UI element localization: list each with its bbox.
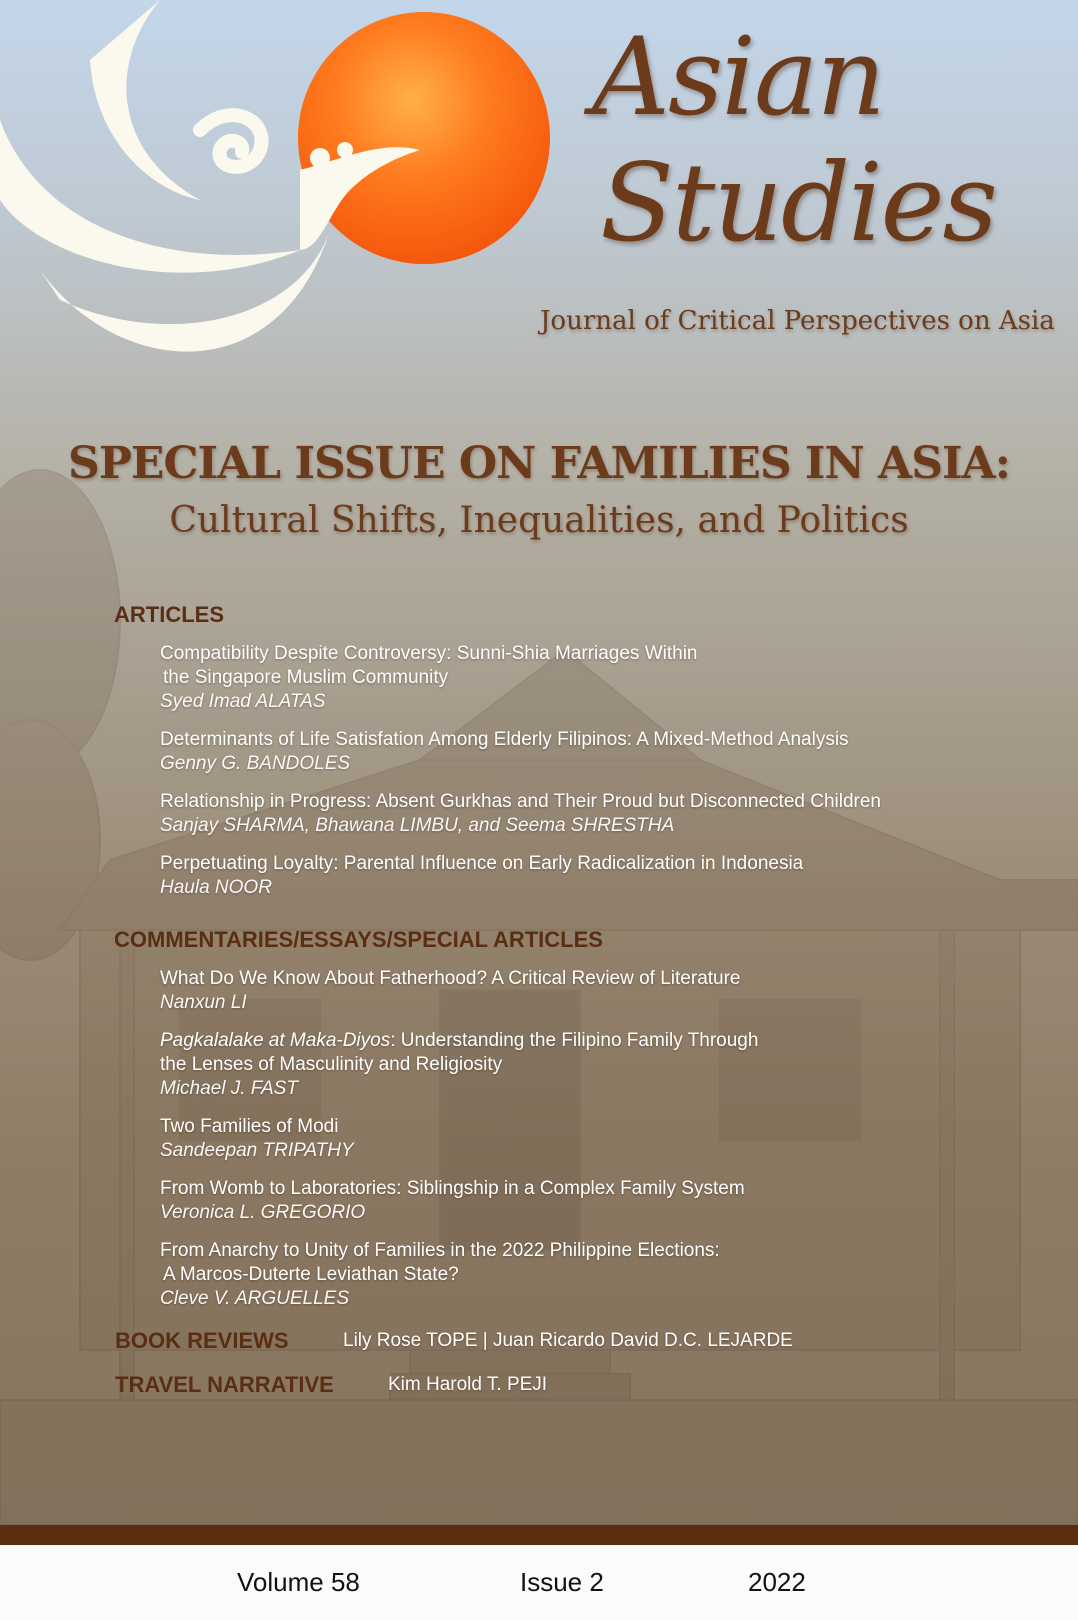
commentary-title-continued: A Marcos-Duterte Leviathan State? [163, 1264, 459, 1285]
special-issue-subtitle: Cultural Shifts, Inequalities, and Politics [169, 500, 909, 541]
journal-tagline: Journal of Critical Perspectives on Asia [540, 306, 1055, 336]
issue-label: Issue 2 [520, 1567, 604, 1597]
article-author: Syed Imad ALATAS [160, 691, 326, 712]
articles-heading: ARTICLES [114, 602, 224, 627]
commentary-entry[interactable] [160, 1029, 1000, 1101]
commentary-author: Cleve V. ARGUELLES [160, 1288, 350, 1309]
commentary-title-italic: Pagkalalake at Maka-Diyos [160, 1030, 391, 1051]
article-title-continued: the Singapore Muslim Community [163, 667, 449, 688]
articles-list [160, 642, 1000, 914]
commentaries-list [160, 967, 1000, 1325]
commentary-title-rest: : Understanding the Filipino Family Through [390, 1030, 759, 1051]
commentary-title: What Do We Know About Fatherhood? A Critical Review of Literature [160, 968, 741, 989]
commentary-author: Michael J. FAST [160, 1078, 298, 1099]
article-title: Determinants of Life Satisfation Among Elderly Filipinos: A Mixed-Method Analysis [160, 729, 849, 750]
commentary-entry[interactable] [160, 1115, 1000, 1163]
bird-sun-logo [0, 0, 560, 380]
commentary-title: From Womb to Laboratories: Siblingship in a Complex Family System [160, 1178, 745, 1199]
commentary-title: Two Families of Modi [160, 1116, 339, 1137]
commentary-entry[interactable] [160, 1239, 1000, 1311]
journal-title-studies: Studies [600, 141, 996, 266]
commentary-title-continued: the Lenses of Masculinity and Religiosity [160, 1054, 503, 1075]
article-entry[interactable] [160, 642, 1000, 714]
article-entry[interactable] [160, 790, 1000, 838]
special-issue-title: SPECIAL ISSUE ON FAMILIES IN ASIA: [68, 438, 1010, 489]
footer-divider-bar [0, 1525, 1078, 1545]
travel-narrative-heading: TRAVEL NARRATIVE [115, 1372, 334, 1397]
year-label: 2022 [748, 1567, 806, 1597]
commentary-author: Nanxun LI [160, 992, 247, 1013]
issue-footer [0, 1545, 1078, 1620]
commentary-title: From Anarchy to Unity of Families in the 2022 Philippine Elections: [160, 1240, 720, 1261]
volume-label: Volume 58 [237, 1567, 360, 1597]
book-reviews-heading: BOOK REVIEWS [115, 1328, 289, 1353]
commentary-title [160, 1029, 1000, 1053]
article-author: Sanjay SHARMA, Bhawana LIMBU, and Seema SHRESTHA [160, 815, 675, 836]
article-entry[interactable] [160, 852, 1000, 900]
article-title: Relationship in Progress: Absent Gurkhas and Their Proud but Disconnected Children [160, 791, 881, 812]
commentary-author: Veronica L. GREGORIO [160, 1202, 366, 1223]
commentary-entry[interactable] [160, 1177, 1000, 1225]
article-author: Genny G. BANDOLES [160, 753, 351, 774]
commentary-entry[interactable] [160, 967, 1000, 1015]
article-author: Haula NOOR [160, 877, 272, 898]
book-reviews-authors: Lily Rose TOPE | Juan Ricardo David D.C. LEJARDE [343, 1330, 793, 1351]
commentary-author: Sandeepan TRIPATHY [160, 1140, 354, 1161]
article-title: Perpetuating Loyalty: Parental Influence on Early Radicalization in Indonesia [160, 853, 804, 874]
article-title: Compatibility Despite Controversy: Sunni-Shia Marriages Within [160, 643, 698, 664]
travel-narrative-author: Kim Harold T. PEJI [388, 1374, 548, 1395]
commentaries-heading: COMMENTARIES/ESSAYS/SPECIAL ARTICLES [114, 927, 603, 952]
journal-title-asian: Asian [592, 15, 884, 140]
article-entry[interactable] [160, 728, 1000, 776]
